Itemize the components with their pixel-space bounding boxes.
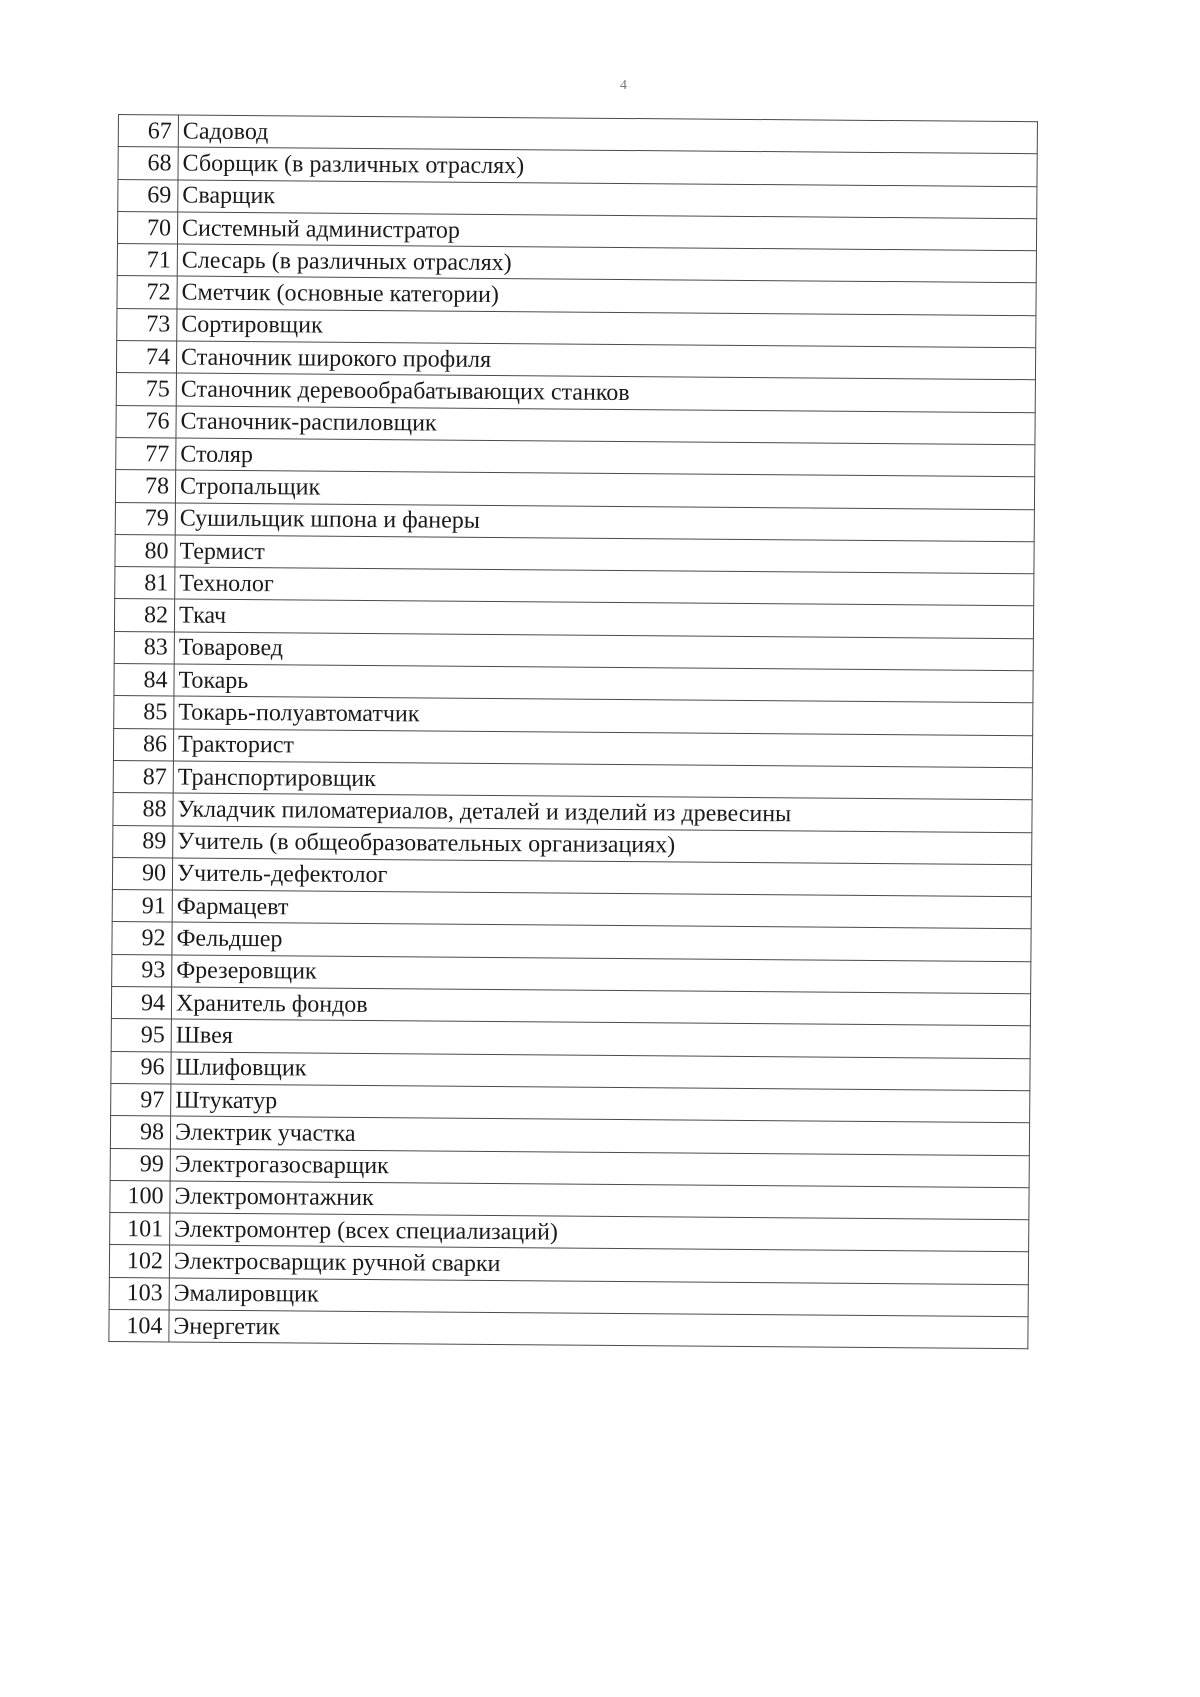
- profession-name: Фармацевт: [172, 890, 1031, 929]
- profession-name: Технолог: [175, 567, 1034, 606]
- profession-name: Энергетик: [169, 1310, 1028, 1349]
- profession-name: Сварщик: [178, 180, 1037, 219]
- profession-name: Электрогазосварщик: [170, 1148, 1029, 1187]
- profession-name: Швея: [171, 1019, 1030, 1058]
- row-number: 83: [114, 631, 174, 664]
- profession-name: Сборщик (в различных отраслях): [178, 147, 1037, 186]
- profession-name: Транспортировщик: [173, 761, 1032, 800]
- row-number: 76: [116, 405, 176, 438]
- profession-name: Фельдшер: [172, 922, 1031, 961]
- profession-name: Хранитель фондов: [171, 987, 1030, 1026]
- row-number: 68: [118, 147, 178, 180]
- profession-name: Штукатур: [171, 1084, 1030, 1123]
- profession-name: Слесарь (в различных отраслях): [177, 244, 1036, 283]
- profession-name: Сметчик (основные категории): [177, 276, 1036, 315]
- row-number: 101: [110, 1213, 170, 1246]
- row-number: 81: [115, 567, 175, 600]
- row-number: 75: [116, 373, 176, 406]
- profession-name: Стропальщик: [175, 470, 1034, 509]
- profession-name: Сортировщик: [177, 309, 1036, 348]
- profession-name: Электромонтер (всех специализаций): [170, 1213, 1029, 1252]
- table-row: [109, 1309, 1028, 1349]
- row-number: 69: [118, 179, 178, 212]
- profession-name: Садовод: [178, 115, 1037, 154]
- row-number: 79: [115, 502, 175, 535]
- row-number: 84: [114, 664, 174, 697]
- profession-name: Столяр: [176, 438, 1035, 477]
- row-number: 94: [111, 986, 171, 1019]
- row-number: 80: [115, 534, 175, 567]
- profession-name: Электрик участка: [170, 1116, 1029, 1155]
- row-number: 91: [112, 890, 172, 923]
- profession-name: Шлифовщик: [171, 1052, 1030, 1091]
- profession-name: Электросварщик ручной сварки: [169, 1245, 1028, 1284]
- row-number: 103: [109, 1277, 169, 1310]
- row-number: 102: [109, 1245, 169, 1278]
- profession-name: Электромонтажник: [170, 1181, 1029, 1220]
- row-number: 89: [113, 825, 173, 858]
- row-number: 100: [110, 1180, 170, 1213]
- row-number: 78: [115, 470, 175, 503]
- profession-name: Учитель (в общеобразовательных организациях): [173, 825, 1032, 864]
- page-number: 4: [620, 78, 627, 93]
- profession-name: Сушильщик шпона и фанеры: [175, 503, 1034, 542]
- row-number: 95: [111, 1019, 171, 1052]
- row-number: 96: [111, 1051, 171, 1084]
- profession-name: Станочник деревообрабатывающих станков: [176, 373, 1035, 412]
- row-number: 82: [114, 599, 174, 632]
- row-number: 70: [117, 211, 177, 244]
- row-number: 99: [110, 1148, 170, 1181]
- row-number: 93: [112, 954, 172, 987]
- profession-name: Ткач: [174, 599, 1033, 638]
- profession-name: Термист: [175, 535, 1034, 574]
- row-number: 104: [109, 1309, 169, 1342]
- profession-name: Тракторист: [173, 729, 1032, 768]
- profession-name: Товаровед: [174, 632, 1033, 671]
- profession-name: Эмалировщик: [169, 1278, 1028, 1317]
- row-number: 73: [117, 308, 177, 341]
- profession-name: Станочник-распиловщик: [176, 406, 1035, 445]
- row-number: 92: [112, 922, 172, 955]
- row-number: 86: [113, 728, 173, 761]
- profession-name: Станочник широкого профиля: [176, 341, 1035, 380]
- row-number: 67: [118, 115, 178, 148]
- row-number: 87: [113, 760, 173, 793]
- profession-name: Фрезеровщик: [172, 955, 1031, 994]
- profession-name: Учитель-дефектолог: [172, 858, 1031, 897]
- row-number: 74: [116, 341, 176, 374]
- profession-name: Токарь: [174, 664, 1033, 703]
- profession-name: Укладчик пиломатериалов, деталей и изделий из древесины: [173, 793, 1032, 832]
- table-body: [109, 115, 1038, 1349]
- row-number: 98: [110, 1116, 170, 1149]
- row-number: 85: [114, 696, 174, 729]
- row-number: 77: [116, 437, 176, 470]
- profession-name: Токарь-полуавтоматчик: [174, 696, 1033, 735]
- row-number: 97: [111, 1083, 171, 1116]
- row-number: 90: [112, 857, 172, 890]
- professions-table: [108, 114, 1038, 1349]
- profession-name: Системный администратор: [177, 212, 1036, 251]
- row-number: 88: [113, 793, 173, 826]
- row-number: 71: [117, 244, 177, 277]
- row-number: 72: [117, 276, 177, 309]
